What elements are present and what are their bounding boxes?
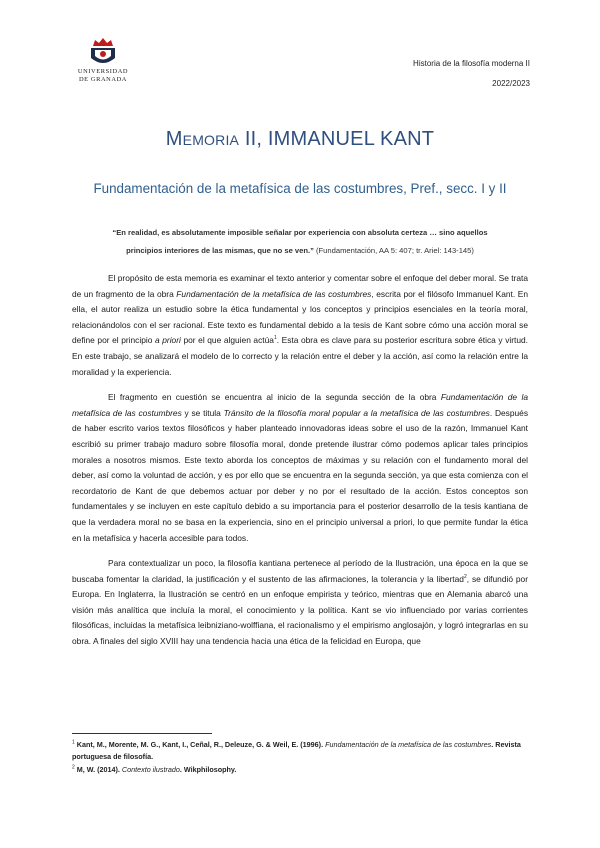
- footnote-1-authors: Kant, M., Morente, M. G., Kant, I., Ceñal, R., Deleuze, G. & Weil, E. (1996).: [74, 740, 326, 749]
- p1-text-a: El propósito de esta memoria es examinar el texto anterior y comentar sobre el enfoque del deber moral. Se trata de un fragmento de la obra: [72, 273, 528, 299]
- title-smallcaps: Memoria: [165, 128, 240, 150]
- p1-text-d: . Esta obra es clave para su posterior escritura sobre ética y virtud. En este trabajo, se analizará el modelo de lo correcto y la relación entre el deber y la acción, así como la relación entre la moralidad y la experiencia.: [72, 335, 528, 377]
- paragraph-2: [72, 390, 528, 546]
- footnote-ref-1[interactable]: 1: [273, 335, 277, 342]
- footnote-2: [72, 764, 528, 776]
- page-header: [413, 54, 530, 94]
- paragraph-1: [72, 271, 528, 380]
- footnote-2-number: 2: [72, 764, 75, 771]
- p2-text-c: . Después de haber escrito varios textos filosóficos y haber planteado innovadoras ideas sobre el uso de la razón, Immanuel Kant escribió su primer trabajo maduro sobre filosofía moral, donde pretende ilustrar cómo podemos aplicar tales principios morales a nosotros mismos. Este texto aborda los conceptos de máximas y su relación con el fundamento moral del deber, así como la voluntad de acción, y es por ello que se encuentra en la segunda sección, ya que esta comienza con el recordatorio de Kant de que debemos actuar por deber y no por el resultado de la acción. Estos conceptos son fundamentales y se incluyen en este capítulo debido a su importancia para el posterior desarrollo de la tesis kantiana de que la verdadera moral no se basa en la experiencia, sino en el principio universal a priori, lo que permite fundar la ética en la metafísica y hacerla accesible para todos.: [72, 407, 529, 543]
- epigraph: [110, 224, 490, 260]
- p3-text-b: , se difundió por Europa. En Inglaterra, la Ilustración se centró en un enfoque empirista y teórico, mientras que en Alemania abarcó una visión más analítica que incluía la moral, el conocimiento y la política. Kant se vio influenciado por varias corrientes filosóficas, incluidas la metafísica leibniziano-wolffiana, el racionalismo y el empirismo anglosajón, y logró integrarlas en su obra. A finales del siglo XVIII hay una tendencia hacia una ética de la felicidad en Europa, que: [72, 573, 528, 647]
- p1-text-b: , escrita por el filósofo Immanuel Kant. En ella, el autor realiza un estudio sobre la ética fundamental y los conceptos y principios esenciales en la teoría moral, relacionándolos con el ser racional. Este texto es fundamental debido a la tesis de Kant sobre cómo una acción moral se define por el principio: [72, 288, 528, 346]
- p1-italic-title: Fundamentación de la metafísica de las costumbres: [176, 288, 372, 299]
- title-rest: II, IMMANUEL KANT: [239, 128, 435, 150]
- page-subtitle: Fundamentación de la metafísica de las costumbres, Pref., secc. I y II: [93, 181, 507, 196]
- p1-text-c: por el que alguien actúa: [180, 335, 274, 346]
- p3-text-a: Para contextualizar un poco, la filosofía kantiana pertenece al período de la Ilustración, una época en la que se buscaba fomentar la claridad, la justificación y el sustento de las afirmaciones, la tolerancia y la libertad: [72, 558, 528, 584]
- logo-line-2: DE GRANADA: [78, 76, 128, 83]
- university-crest-icon: [83, 36, 123, 68]
- p2-text-a: El fragmento en cuestión se encuentra al inicio de la segunda sección de la obra: [108, 392, 441, 403]
- epigraph-quote: “En realidad, es absolutamente imposible señalar por experiencia con absoluta certeza … sino aquellos principios interiores de las mismas, que no se ven.”: [112, 228, 488, 255]
- footnote-ref-2[interactable]: 2: [463, 573, 467, 580]
- paragraph-3: [72, 556, 528, 650]
- body-text: [72, 271, 528, 660]
- epigraph-reference: (Fundamentación, AA 5: 407; tr. Ariel: 143-145): [313, 246, 474, 255]
- p2-italic-section: Tránsito de la filosofía moral popular a la metafísica de las costumbres: [223, 407, 490, 418]
- p1-italic-apriori: a priori: [155, 335, 181, 346]
- footnote-2-rest: . Wikphilosophy.: [179, 764, 237, 774]
- university-logo: [72, 36, 134, 84]
- footnote-1-number: 1: [72, 739, 75, 746]
- page-title: [0, 128, 600, 151]
- footnote-1-title: Fundamentación de la metafísica de las costumbres: [325, 740, 492, 749]
- academic-year: 2022/2023: [492, 79, 530, 88]
- course-name: Historia de la filosofía moderna II: [413, 59, 530, 68]
- footnote-2-title: Contexto ilustrado: [121, 764, 180, 774]
- footnote-1: [72, 739, 528, 764]
- p2-text-b: y se titula: [181, 407, 224, 418]
- footnote-1-rest: . Revista portuguesa de filosofía.: [72, 740, 521, 762]
- logo-line-1: UNIVERSIDAD: [77, 68, 129, 75]
- footnote-2-authors: M, W. (2014).: [74, 764, 122, 774]
- footnote-separator: [72, 733, 212, 734]
- footnotes: [72, 739, 528, 776]
- p2-italic-title: Fundamentación de la metafísica de las costumbres: [72, 392, 529, 418]
